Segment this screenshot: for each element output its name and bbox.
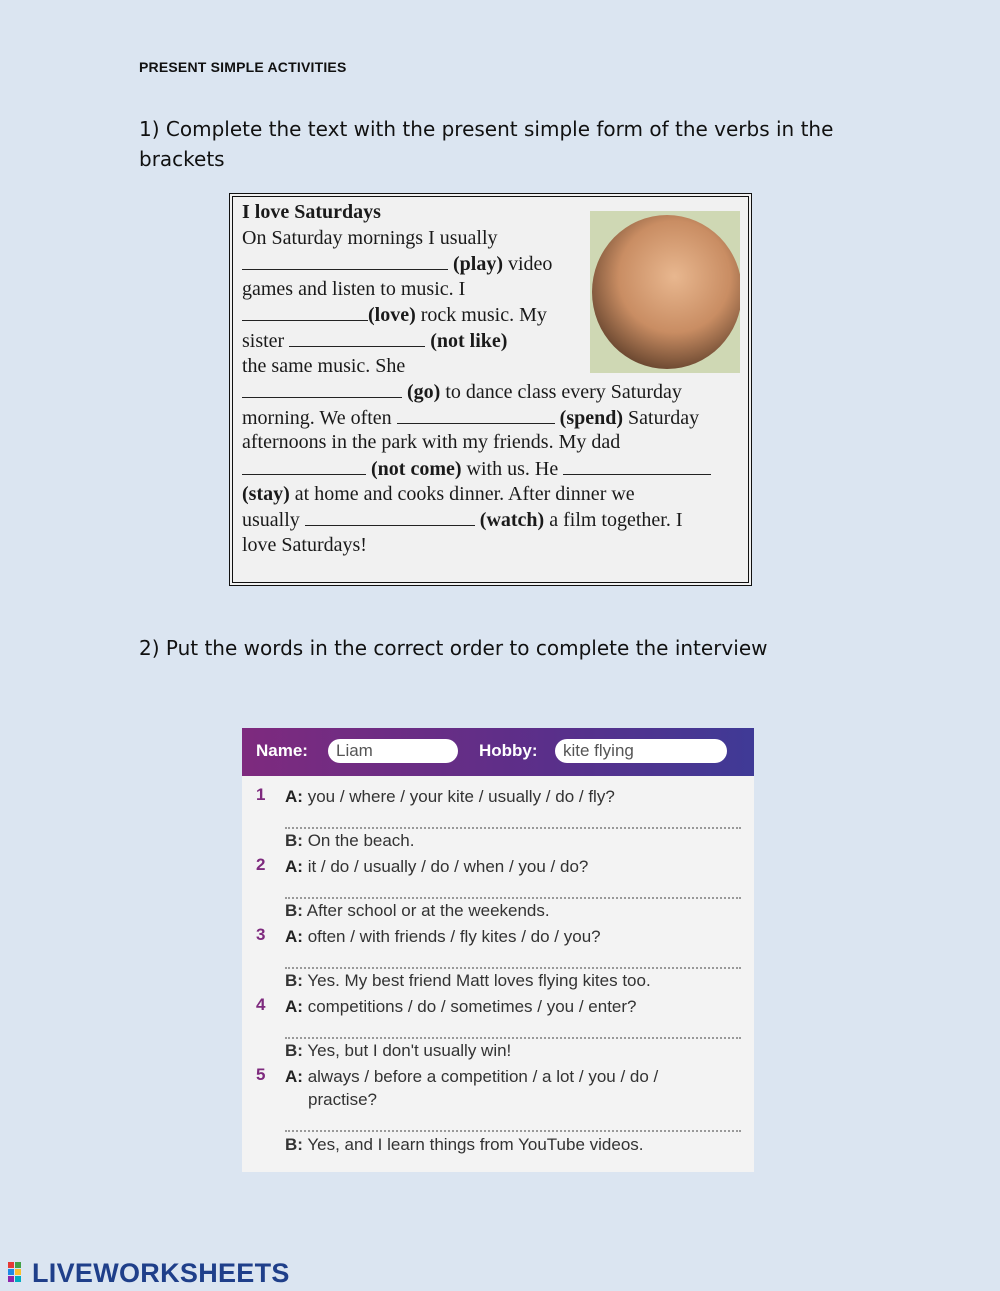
story-fragment: usually — [242, 509, 305, 532]
answer-blank-go[interactable] — [242, 379, 402, 398]
story-title: I love Saturdays — [242, 201, 381, 223]
story-line: games and listen to music. I — [242, 277, 466, 300]
hobby-label: Hobby: — [479, 741, 538, 760]
story-box — [229, 193, 752, 586]
verb-hint: (spend) — [559, 406, 624, 429]
question-words: it / do / usually / do / when / you / do? — [307, 857, 589, 876]
verb-hint: (not like) — [430, 329, 508, 352]
b-label: B: — [285, 1041, 303, 1060]
story-line: afternoons in the park with my friends. My dad — [242, 431, 621, 454]
answer-line-3[interactable] — [285, 967, 741, 969]
answer-line-1[interactable] — [285, 827, 741, 829]
story-fragment: morning. We often — [242, 406, 397, 429]
interview-card — [242, 728, 754, 1172]
answer-b: Yes. My best friend Matt loves flying kites too. — [307, 971, 651, 990]
a-label: A: — [285, 1067, 303, 1086]
story-line: love Saturdays! — [242, 533, 367, 556]
logo-text: LIVEWORKSHEETS — [32, 1257, 290, 1288]
logo-mark-icon — [8, 1262, 28, 1284]
story-fragment: video — [503, 253, 553, 276]
answer-b: Yes, and I learn things from YouTube videos. — [307, 1135, 644, 1154]
verb-hint: (go) — [407, 381, 441, 404]
story-text — [242, 200, 742, 558]
answer-blank-not-like[interactable] — [289, 328, 425, 347]
a-label: A: — [285, 857, 303, 876]
verb-hint: (love) — [368, 304, 416, 327]
story-fragment: at home and cooks dinner. After dinner we — [289, 482, 635, 505]
answer-blank-stay[interactable] — [563, 456, 711, 475]
b-label: B: — [285, 971, 303, 990]
story-fragment: with us. He — [461, 457, 564, 480]
answer-b: On the beach. — [307, 831, 415, 850]
story-fragment: Saturday — [623, 406, 700, 429]
a-label: A: — [285, 997, 303, 1016]
item-number: 4 — [256, 995, 266, 1014]
item-number: 2 — [256, 855, 266, 874]
story-line: On Saturday mornings I usually — [242, 226, 498, 249]
verb-hint: (watch) — [479, 509, 545, 532]
answer-b: Yes, but I don't usually win! — [307, 1041, 512, 1060]
item-number: 3 — [256, 925, 266, 944]
hobby-field: kite flying — [555, 739, 727, 763]
name-field: Liam — [328, 739, 458, 763]
b-label: B: — [285, 901, 303, 920]
liveworksheets-logo — [8, 1258, 290, 1288]
story-fragment: rock music. My — [415, 304, 547, 327]
answer-b: After school or at the weekends. — [306, 901, 550, 920]
story-fragment: to dance class every Saturday — [440, 381, 682, 404]
answer-blank-not-come[interactable] — [242, 456, 366, 475]
story-fragment: sister — [242, 329, 290, 352]
question-words-continued: practise? — [308, 1090, 377, 1109]
question-words: often / with friends / fly kites / do / you? — [307, 927, 601, 946]
question-words: always / before a competition / a lot / you / do / — [307, 1067, 659, 1086]
question-words: competitions / do / sometimes / you / enter? — [307, 997, 637, 1016]
answer-blank-watch[interactable] — [305, 507, 475, 526]
a-label: A: — [285, 787, 303, 806]
item-number: 1 — [256, 785, 266, 804]
exercise2-instruction: 2) Put the words in the correct order to complete the interview — [139, 636, 768, 660]
answer-line-2[interactable] — [285, 897, 741, 899]
answer-blank-spend[interactable] — [397, 405, 555, 424]
verb-hint: (not come) — [371, 457, 462, 480]
story-inner-border — [232, 196, 749, 583]
name-label: Name: — [256, 741, 308, 760]
a-label: A: — [285, 927, 303, 946]
document-title: PRESENT SIMPLE ACTIVITIES — [139, 59, 347, 75]
b-label: B: — [285, 1135, 303, 1154]
story-line: the same music. She — [242, 354, 406, 377]
story-fragment: a film together. I — [544, 509, 683, 532]
item-number: 5 — [256, 1065, 266, 1084]
verb-hint: (play) — [453, 253, 503, 276]
answer-line-4[interactable] — [285, 1037, 741, 1039]
answer-blank-play[interactable] — [242, 251, 448, 270]
question-words: you / where / your kite / usually / do / fly? — [307, 787, 615, 806]
answer-line-5[interactable] — [285, 1130, 741, 1132]
verb-hint: (stay) — [242, 482, 290, 505]
interview-card-header — [242, 728, 754, 776]
exercise1-instruction: 1) Complete the text with the present simple form of the verbs in the brackets — [139, 117, 834, 171]
answer-blank-love[interactable] — [242, 302, 368, 321]
b-label: B: — [285, 831, 303, 850]
